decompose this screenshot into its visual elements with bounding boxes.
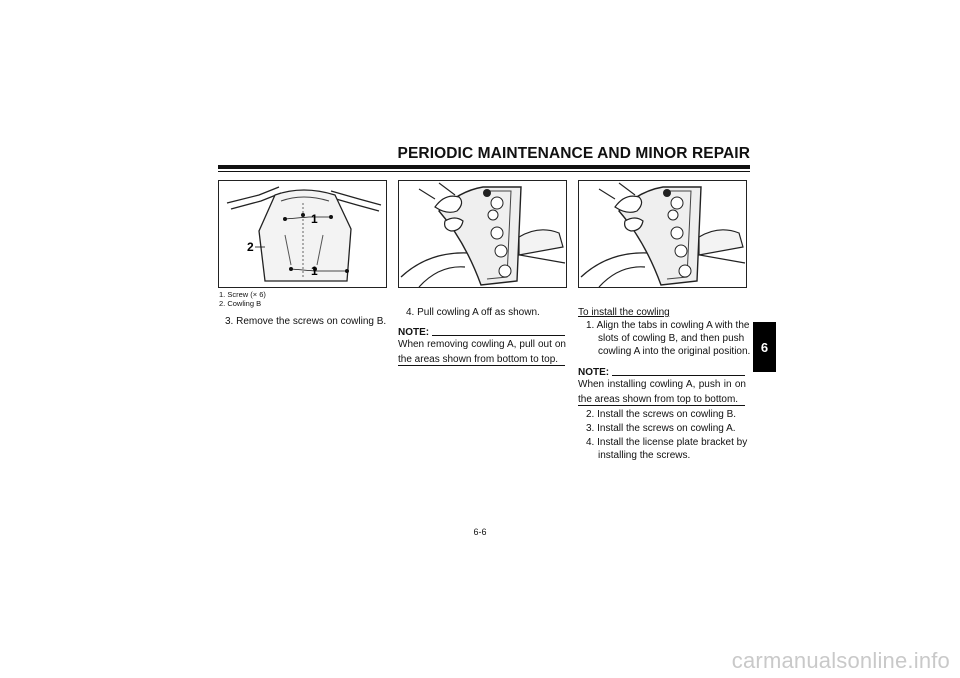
- callout-screw-top: 1: [311, 212, 318, 226]
- header-rule-thick: [218, 165, 750, 169]
- col3-step-1-line-1: 1. Align the tabs in cowling A with the: [586, 320, 750, 331]
- callout-screw-bottom: 1: [311, 264, 318, 278]
- col3-step-1-line-2: slots of cowling B, and then push: [598, 333, 745, 344]
- col2-note-rule-bottom: [398, 365, 565, 366]
- col1-step-3: 3. Remove the screws on cowling B.: [225, 316, 387, 327]
- col3-step-1-line-3: cowling A into the original position.: [598, 346, 751, 357]
- col3-step-4-line-1: 4. Install the license plate bracket by: [586, 437, 748, 448]
- page-header-title: PERIODIC MAINTENANCE AND MINOR REPAIR: [397, 145, 750, 162]
- watermark-text: carmanualsonline.info: [731, 648, 950, 673]
- col2-note-label: NOTE:: [398, 327, 430, 338]
- col2-note-text: When removing cowling A, pull out on the areas shown from bottom to top.: [398, 339, 566, 365]
- chapter-tab: 6: [753, 322, 776, 372]
- pull-cowling-a-diagram: [398, 180, 567, 288]
- col3-note-label: NOTE:: [578, 367, 610, 378]
- col2-note-rule-top: [432, 335, 565, 336]
- col3-note-text: When installing cowling A, push in on the areas shown from top to bottom.: [578, 379, 746, 405]
- figure-caption-2: 2. Cowling B: [219, 299, 262, 308]
- page-number: 6-6: [473, 527, 487, 537]
- col3-step-2: 2. Install the screws on cowling B.: [586, 409, 737, 420]
- install-cowling-a-diagram: [578, 180, 747, 288]
- col3-note-rule-top: [612, 375, 745, 376]
- col3-step-3: 3. Install the screws on cowling A.: [586, 423, 736, 434]
- col2-step-4: 4. Pull cowling A off as shown.: [406, 307, 540, 318]
- col3-step-4-line-2: installing the screws.: [598, 450, 691, 461]
- figure-caption-1: 1. Screw (× 6): [219, 290, 266, 299]
- col3-note-rule-bottom: [578, 405, 745, 406]
- col3-heading: To install the cowling: [578, 307, 670, 318]
- cowling-b-screws-diagram: [218, 180, 387, 288]
- header-rule-thin: [218, 171, 750, 172]
- callout-cowling: 2: [247, 240, 254, 254]
